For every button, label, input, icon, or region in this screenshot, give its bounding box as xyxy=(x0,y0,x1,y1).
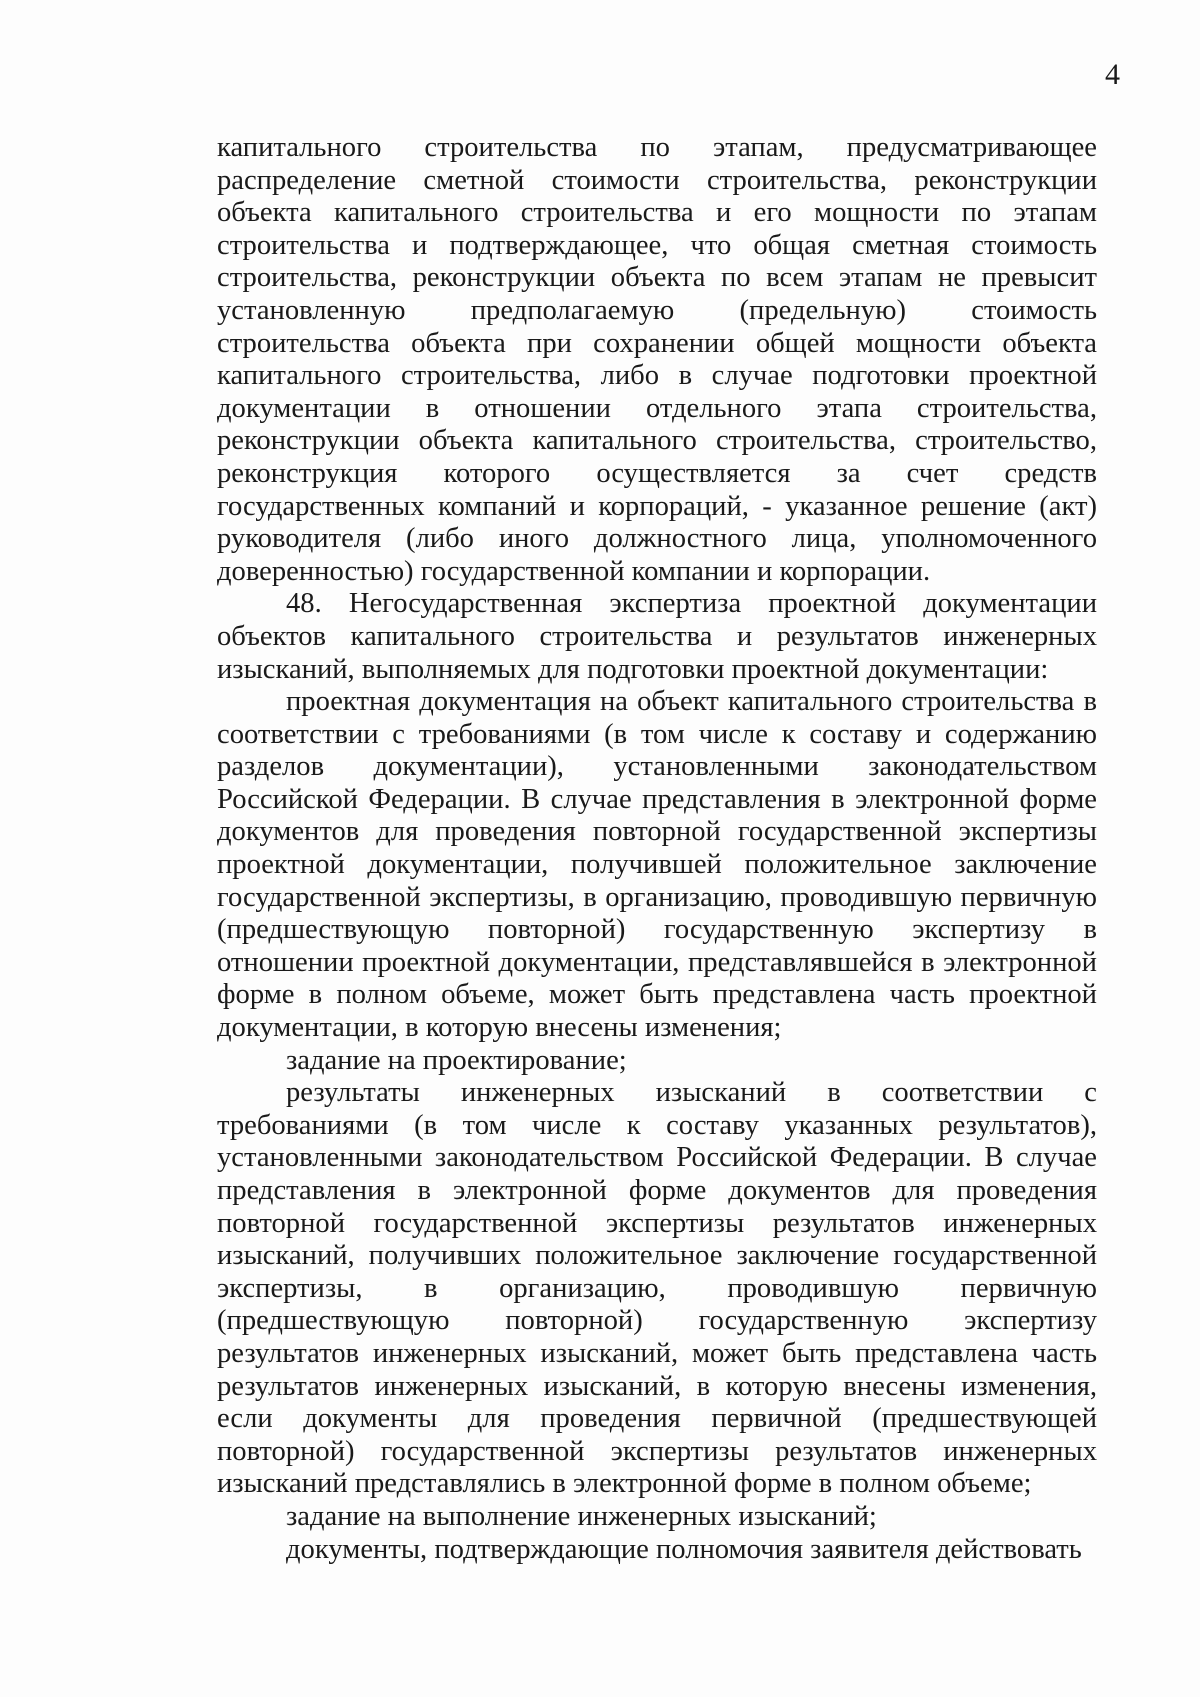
paragraph-design-assignment: задание на проектирование; xyxy=(286,1044,627,1076)
page-number: 4 xyxy=(1105,58,1120,91)
document-body xyxy=(217,132,1097,1566)
paragraph-project-documentation: проектная документация на объект капитального строительства в соответствии с требованиями (в том числе к составу и содержанию разделов документации), установленными законодательством Российской Федерации. В случае представления в электронной форме документов для проведения повторной государственной экспертизы проектной документации, получившей положительное заключение государственной экспертизы, в организацию, проводившую первичную (предшествующую повторной) государственную экспертизу в отношении проектной документации, представлявшейся в электронной форме в полном объеме, может быть представлена часть проектной документации, в которую внесены изменения; xyxy=(217,686,1097,1044)
paragraph-item-48: 48. Негосударственная экспертиза проектной документации объектов капитального строительства и результатов инженерных изысканий, выполняемых для подготовки проектной документации: xyxy=(217,588,1097,685)
paragraph-survey-results: результаты инженерных изысканий в соответствии с требованиями (в том числе к составу указанных результатов), установленными законодательством Российской Федерации. В случае представления в электронной форме документов для проведения повторной государственной экспертизы результатов инженерных изысканий, получивших положительное заключение государственной экспертизы, в организацию, проводившую первичную (предшествующую повторной) государственную экспертизу результатов инженерных изысканий, может быть представлена часть результатов инженерных изысканий, в которую внесены изменения, если документы для проведения первичной (предшествующей повторной) государственной экспертизы результатов инженерных изысканий представлялись в электронной форме в полном объеме; xyxy=(217,1077,1097,1500)
paragraph-continuation: капитального строительства по этапам, предусматривающее распределение сметной стоимости строительства, реконструкции объекта капитального строительства и его мощности по этапам строительства и подтверждающее, что общая сметная стоимость строительства, реконструкции объекта по всем этапам не превысит установленную предполагаемую (предельную) стоимость строительства объекта при сохранении общей мощности объекта капитального строительства, либо в случае подготовки проектной документации в отношении отдельного этапа строительства, реконструкции объекта капитального строительства, строительство, реконструкция которого осуществляется за счет средств государственных компаний и корпораций, - указанное решение (акт) руководителя (либо иного должностного лица, уполномоченного доверенностью) государственной компании и корпорации. xyxy=(217,132,1097,587)
paragraph-survey-assignment: задание на выполнение инженерных изысканий; xyxy=(286,1500,877,1532)
paragraph-authority-documents: документы, подтверждающие полномочия заявителя действовать xyxy=(286,1533,1082,1565)
